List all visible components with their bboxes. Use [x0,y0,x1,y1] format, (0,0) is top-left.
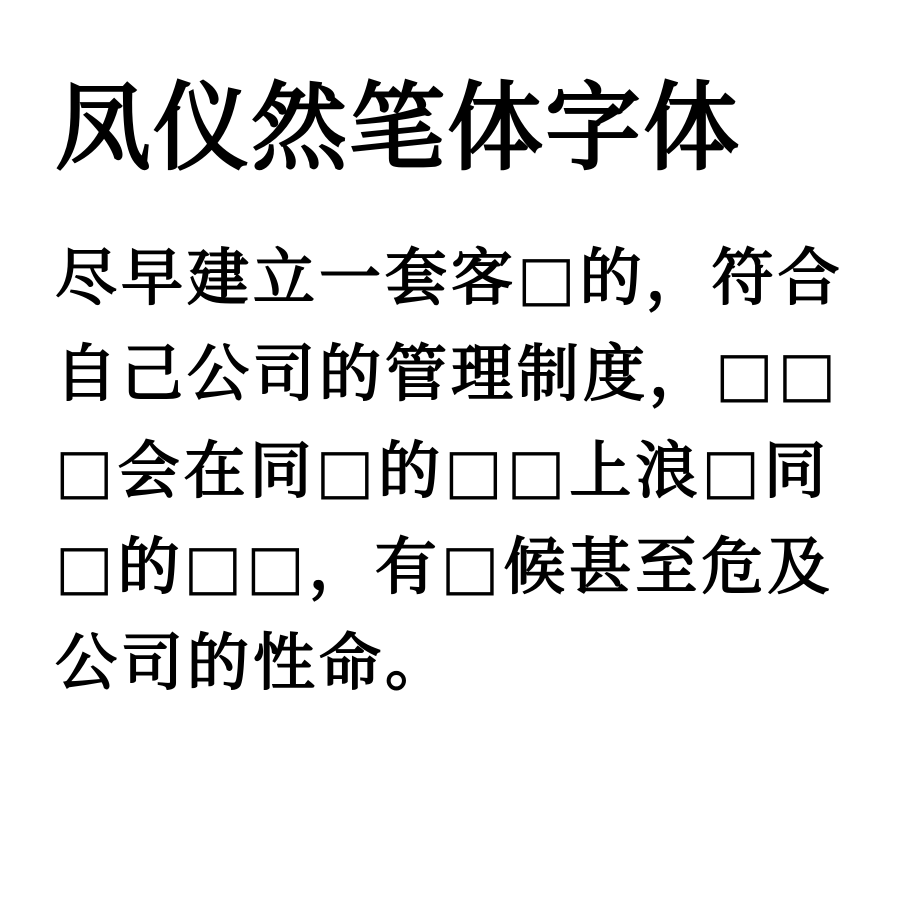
sample-line: 公司的性命。 [55,625,452,699]
font-name-title: 凤仪然笔体字体 [55,72,741,184]
sample-line: 尽早建立一套客□的，符合 [55,241,844,315]
sample-line: □的□□，有□候甚至危及 [55,529,834,603]
sample-text-block [55,230,850,710]
sample-line: □会在同□的□□上浪□同 [55,433,830,507]
sample-line: 自己公司的管理制度，□□ [55,337,841,411]
